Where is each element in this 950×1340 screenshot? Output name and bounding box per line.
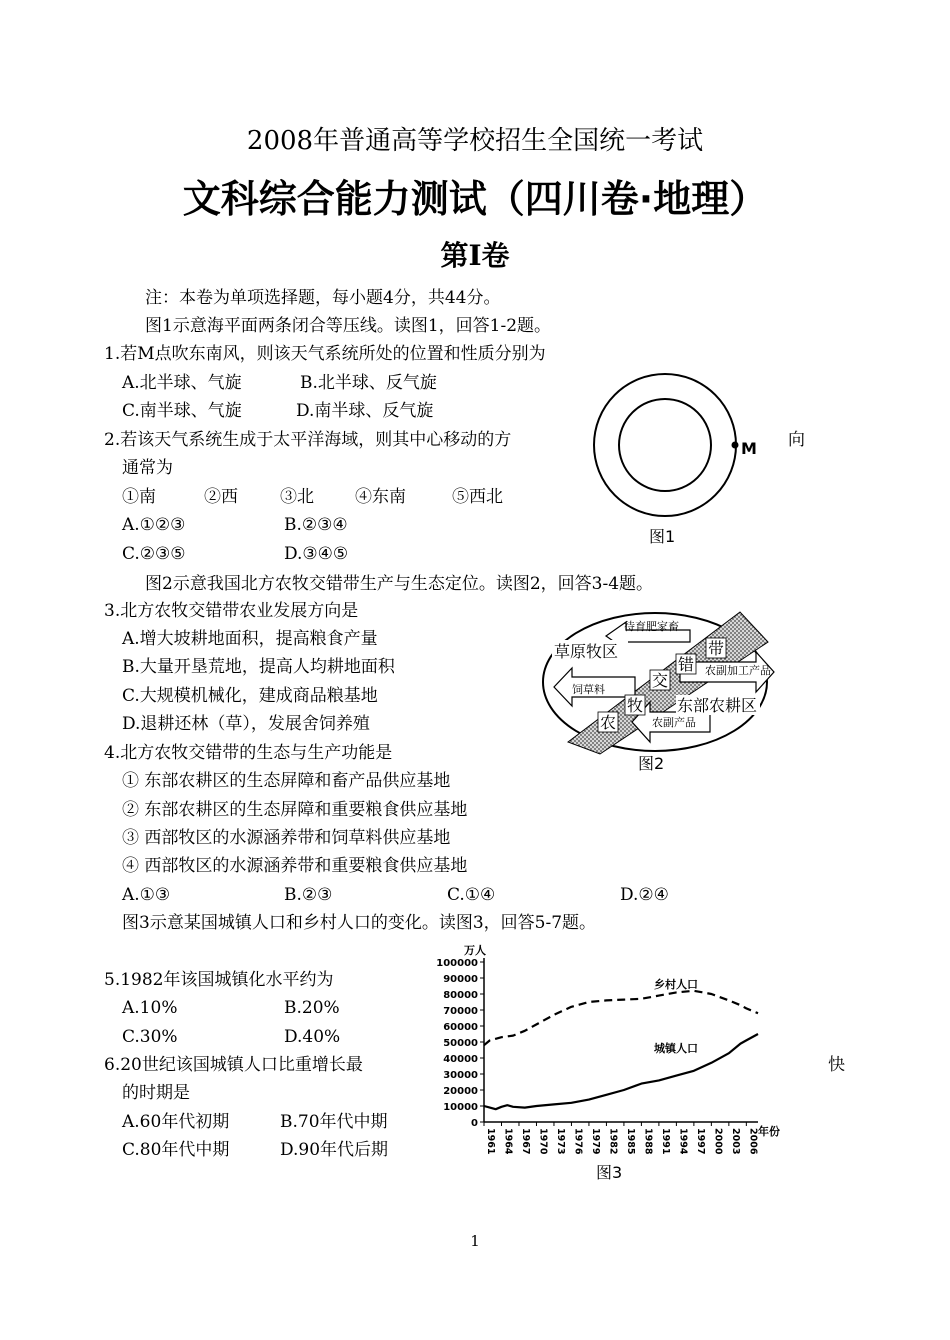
grassland-label: 草原牧区 xyxy=(554,642,619,661)
figure-1 xyxy=(585,372,785,552)
inner-isobar xyxy=(619,399,711,491)
y-tick-label: 10000 xyxy=(443,1102,478,1113)
x-tick-label: 2000 xyxy=(712,1128,724,1155)
q2-choice-2: ②西 xyxy=(204,487,238,507)
q4-statement-4: ④ 西部牧区的水源涵养带和重要粮食供应基地 xyxy=(122,856,468,876)
q5-option-b: B.20% xyxy=(284,998,340,1018)
q1-option-d: D.南半球、反气旋 xyxy=(296,401,434,421)
x-tick-label: 1973 xyxy=(554,1128,566,1155)
figure-3-chart xyxy=(420,940,800,1188)
x-tick-label: 2006 xyxy=(747,1128,759,1155)
q1-stem: 1.若M点吹东南风，则该天气系统所处的位置和性质分别为 xyxy=(104,344,546,364)
rural-population-line xyxy=(484,991,758,1045)
paper-title: 文科综合能力测试（四川卷·地理） xyxy=(182,177,768,221)
y-tick-label: 40000 xyxy=(443,1054,478,1065)
q6-stem-tail: 快 xyxy=(828,1055,845,1075)
q1-option-c: C.南半球、气旋 xyxy=(122,401,242,421)
y-tick-label: 90000 xyxy=(443,974,478,985)
arrow-bottom-label: 农副产品 xyxy=(652,716,696,729)
belt-char-5: 带 xyxy=(708,639,725,658)
y-tick-label: 30000 xyxy=(443,1070,478,1081)
x-tick-label: 1961 xyxy=(485,1128,496,1155)
q6-option-a: A.60年代初期 xyxy=(122,1112,230,1132)
q2-choice-1: ①南 xyxy=(122,487,156,507)
q2-choice-3: ③北 xyxy=(280,487,314,507)
q5-option-a: A.10% xyxy=(122,998,178,1018)
x-tick-label: 1988 xyxy=(642,1128,654,1155)
q3-option-a: A.增大坡耕地面积，提高粮食产量 xyxy=(122,629,378,649)
y-tick-label: 80000 xyxy=(443,990,478,1001)
q6-option-d: D.90年代后期 xyxy=(280,1140,389,1160)
q4-option-a: A.①③ xyxy=(122,885,171,905)
farmland-label: 东部农耕区 xyxy=(677,696,758,715)
x-tick-label: 1976 xyxy=(572,1128,584,1155)
page-number: 1 xyxy=(470,1232,480,1250)
series-label-urban: 城镇人口 xyxy=(654,1042,698,1055)
q4-option-c: C.①④ xyxy=(447,885,496,905)
chart-axes xyxy=(480,958,758,1126)
arrow-right-label: 农副加工产品 xyxy=(705,664,771,677)
y-tick-label: 20000 xyxy=(443,1086,478,1097)
outer-isobar xyxy=(594,374,736,516)
q5-stem: 5.1982年该国城镇化水平约为 xyxy=(104,970,334,990)
fig3-intro: 图3示意某国城镇人口和乡村人口的变化。读图3，回答5-7题。 xyxy=(122,913,597,933)
q4-option-d: D.②④ xyxy=(620,885,669,905)
q2-choice-5: ⑤西北 xyxy=(452,487,503,507)
x-tick-label: 1979 xyxy=(589,1128,601,1155)
q1-option-a: A.北半球、气旋 xyxy=(122,373,242,393)
q5-option-d: D.40% xyxy=(284,1027,341,1047)
q5-option-c: C.30% xyxy=(122,1027,178,1047)
q3-option-b: B.大量开垦荒地，提高人均耕地面积 xyxy=(122,657,395,677)
point-m-marker xyxy=(732,442,739,449)
q6-option-b: B.70年代中期 xyxy=(280,1112,388,1132)
fig1-intro: 图1示意海平面两条闭合等压线。读图1，回答1-2题。 xyxy=(145,316,552,336)
x-tick-label: 2003 xyxy=(729,1128,741,1155)
point-m-label: M xyxy=(741,439,757,458)
x-tick-labels xyxy=(485,1128,758,1155)
figure-2 xyxy=(540,602,780,782)
belt-char-4: 错 xyxy=(678,655,695,674)
q2-stem: 2.若该天气系统生成于太平洋海域，则其中心移动的方 xyxy=(104,430,512,450)
x-tick-label: 1985 xyxy=(624,1128,636,1155)
y-tick-label: 0 xyxy=(471,1118,478,1129)
section-title: 第I卷 xyxy=(440,239,510,272)
q4-stem: 4.北方农牧交错带的生态与生产功能是 xyxy=(104,743,393,763)
q3-option-d: D.退耕还林（草），发展舍饲养殖 xyxy=(122,714,370,734)
q2-option-d: D.③④⑤ xyxy=(284,544,349,564)
q2-option-c: C.②③⑤ xyxy=(122,544,186,564)
q2-stem-line2: 通常为 xyxy=(122,458,173,478)
y-tick-label: 70000 xyxy=(443,1006,478,1017)
y-axis-label: 万人 xyxy=(464,944,486,957)
x-tick-label: 1997 xyxy=(694,1128,706,1155)
q3-option-c: C.大规模机械化，建成商品粮基地 xyxy=(122,686,378,706)
q2-choice-4: ④东南 xyxy=(355,487,406,507)
exam-title: 2008年普通高等学校招生全国统一考试 xyxy=(246,126,704,156)
q2-option-b: B.②③④ xyxy=(284,515,348,535)
fig1-caption: 图1 xyxy=(649,527,676,546)
chart-series xyxy=(484,991,758,1109)
x-tick-label: 1982 xyxy=(607,1128,619,1155)
q4-statement-1: ① 东部农耕区的生态屏障和畜产品供应基地 xyxy=(122,771,451,791)
q3-stem: 3.北方农牧交错带农业发展方向是 xyxy=(104,601,359,621)
q4-option-b: B.②③ xyxy=(284,885,333,905)
x-axis-label: 年份 xyxy=(758,1125,780,1138)
series-label-rural: 乡村人口 xyxy=(654,978,698,991)
q6-option-c: C.80年代中期 xyxy=(122,1140,230,1160)
x-tick-label: 1991 xyxy=(659,1128,671,1155)
y-tick-label: 100000 xyxy=(436,958,478,969)
q6-stem-line2: 的时期是 xyxy=(122,1083,190,1103)
x-tick-label: 1964 xyxy=(502,1128,514,1155)
urban-population-line xyxy=(484,1034,758,1109)
q2-stem-tail: 向 xyxy=(788,430,805,450)
q6-stem: 6.20世纪该国城镇人口比重增长最 xyxy=(104,1055,363,1075)
belt-char-1: 农 xyxy=(600,713,617,732)
q1-option-b: B.北半球、反气旋 xyxy=(300,373,437,393)
x-tick-label: 1967 xyxy=(519,1128,531,1155)
q2-option-a: A.①②③ xyxy=(122,515,186,535)
fig2-caption: 图2 xyxy=(638,754,665,773)
y-tick-labels xyxy=(436,958,478,1129)
x-tick-label: 1994 xyxy=(677,1128,689,1155)
exam-note: 注：本卷为单项选择题，每小题4分，共44分。 xyxy=(145,288,501,308)
arrow-top-label: 待育肥家畜 xyxy=(624,620,679,633)
y-tick-label: 50000 xyxy=(443,1038,478,1049)
belt-char-2: 牧 xyxy=(627,696,644,715)
belt-char-3: 交 xyxy=(652,671,669,690)
q4-statement-2: ② 东部农耕区的生态屏障和重要粮食供应基地 xyxy=(122,800,468,820)
q4-statement-3: ③ 西部牧区的水源涵养带和饲草料供应基地 xyxy=(122,828,451,848)
x-tick-label: 1970 xyxy=(537,1128,549,1155)
fig3-caption: 图3 xyxy=(596,1163,623,1182)
y-tick-label: 60000 xyxy=(443,1022,478,1033)
arrow-left-label: 饲草料 xyxy=(572,683,605,696)
fig2-intro: 图2示意我国北方农牧交错带生产与生态定位。读图2，回答3-4题。 xyxy=(145,574,654,594)
